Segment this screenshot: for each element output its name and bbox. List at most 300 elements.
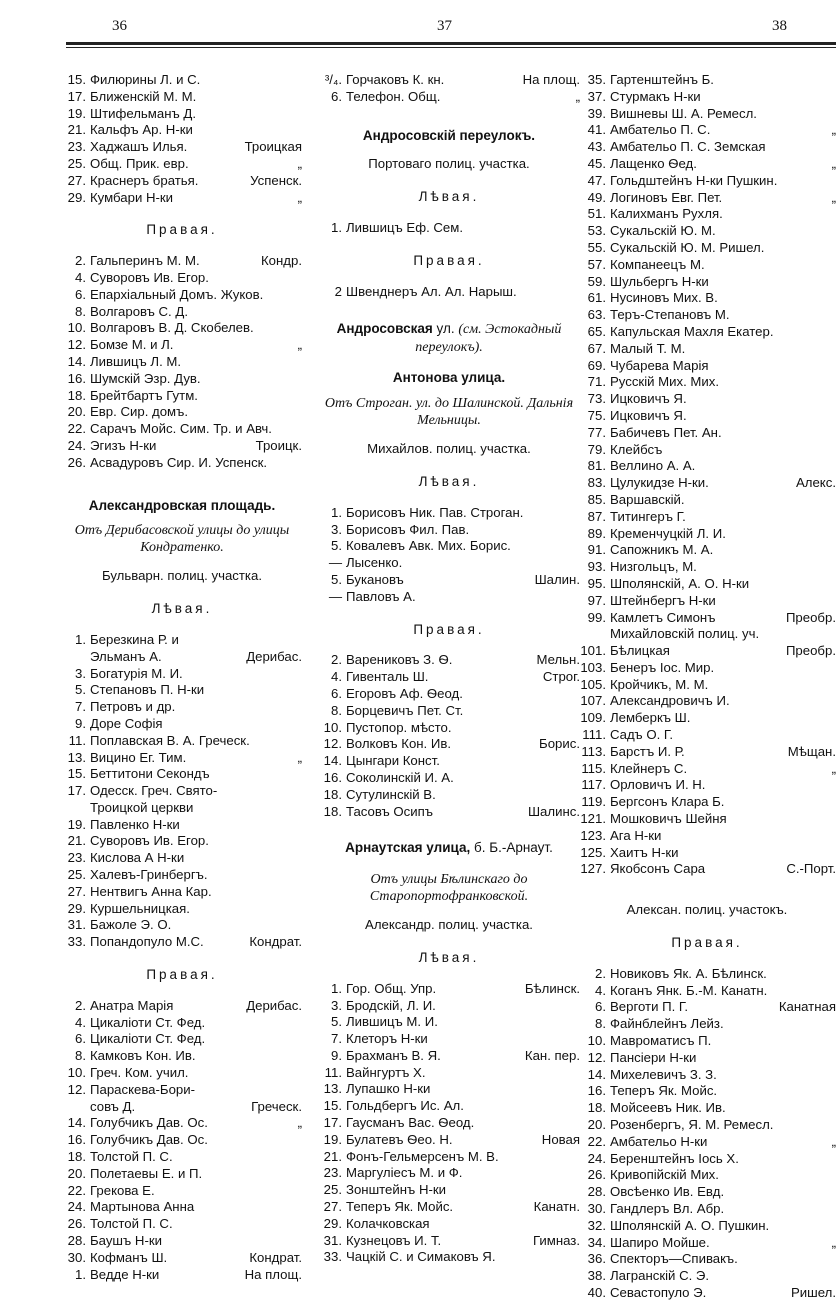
cross-street: Мельн. (536, 652, 580, 668)
resident-name: Гольдштейнъ Н-ки Пушкин. (610, 172, 778, 188)
house-number: 3. (331, 997, 342, 1013)
resident-name: Тасовъ Осипъ (346, 803, 433, 819)
cross-street (832, 425, 836, 442)
resident-name: Шапиро Мойше. (610, 1234, 710, 1250)
directory-entry (578, 156, 836, 173)
directory-entry (62, 1233, 302, 1250)
cross-street: Борис. (539, 736, 580, 752)
directory-entry (578, 1167, 836, 1184)
directory-entry (62, 934, 302, 951)
directory-entry (62, 800, 302, 817)
cross-street: Канатная (778, 999, 836, 1015)
cross-street (298, 800, 302, 817)
house-number: 8. (595, 1016, 606, 1032)
directory-entry (578, 710, 836, 727)
directory-entry (62, 190, 302, 207)
resident-name: Булатевъ Ѳео. Н. (346, 1131, 453, 1147)
resident-name: Хаджашъ Илья. (90, 139, 188, 155)
resident-name: Краснеръ братья. (90, 172, 199, 188)
cross-street (298, 1233, 302, 1250)
house-number: 12. (67, 1081, 86, 1097)
cross-street: Гимназ. (532, 1232, 580, 1248)
directory-entry (578, 526, 836, 543)
cross-street (832, 983, 836, 1000)
cross-street: На площ. (244, 1266, 302, 1282)
directory-entry (62, 388, 302, 405)
house-number: 6. (331, 88, 342, 104)
directory-entry (318, 1031, 580, 1048)
cross-street (298, 455, 302, 472)
resident-name: Мавроматисъ П. (610, 1033, 712, 1049)
directory-entry (578, 727, 836, 744)
directory-entry (578, 660, 836, 677)
house-number: — (328, 588, 342, 604)
directory-entry (318, 538, 580, 555)
house-number: 77. (587, 424, 606, 440)
directory-entry (318, 1132, 580, 1149)
resident-name: Камлетъ Симонъ (610, 609, 716, 625)
directory-entry (578, 828, 836, 845)
directory-entry (62, 173, 302, 190)
cross-street (832, 408, 836, 425)
house-number: 21. (67, 833, 86, 849)
cross-street (832, 290, 836, 307)
resident-name: Орловичъ И. Н. (610, 777, 706, 793)
resident-name: Хаитъ Н-ки (610, 844, 679, 860)
house-number: 85. (587, 491, 606, 507)
house-number: 30. (587, 1201, 606, 1216)
cross-street (832, 358, 836, 375)
directory-entry (578, 509, 836, 526)
cross-street (298, 867, 302, 884)
directory-entry (62, 833, 302, 850)
directory-entry (62, 122, 302, 139)
house-number: 1. (331, 504, 342, 520)
cross-street: „ (297, 337, 302, 353)
resident-name: Бенеръ Іос. Мир. (610, 659, 715, 675)
directory-entry (578, 358, 836, 375)
house-number: 49. (587, 189, 606, 205)
directory-entry (578, 576, 836, 593)
directory-entry (62, 901, 302, 918)
directory-entry (318, 770, 580, 787)
cross-street: Шалин. (534, 571, 580, 587)
directory-entry (578, 811, 836, 828)
directory-entry (318, 1048, 580, 1065)
house-number: 5. (75, 682, 86, 698)
directory-entry (318, 720, 580, 737)
resident-name: Мартынова Анна (90, 1199, 195, 1215)
resident-name: Голубчикъ Дав. Ос. (90, 1115, 208, 1131)
cross-street (832, 727, 836, 744)
directory-entry (578, 693, 836, 710)
resident-name: Эльманъ А. (90, 648, 162, 664)
cross-street: На площ. (522, 72, 580, 87)
resident-name: Камковъ Кон. Ив. (90, 1048, 196, 1064)
cross-street (832, 1050, 836, 1067)
directory-entry (62, 1115, 302, 1132)
section-heading: Правая. (413, 252, 485, 268)
directory-entry (62, 1199, 302, 1216)
resident-name: Цулукидзе Н-ки. (610, 475, 709, 491)
resident-name: Телефон. Общ. (346, 88, 441, 104)
house-number: 8. (75, 303, 86, 319)
house-number: 23. (323, 1165, 342, 1181)
resident-name: Кумбари Н-ки (90, 189, 174, 205)
cross-street (832, 626, 836, 643)
cross-street (298, 682, 302, 699)
house-number: 2. (331, 652, 342, 668)
resident-name: Цынгари Конст. (346, 753, 440, 769)
street-name: Арнаутская улица, (345, 840, 471, 856)
resident-name: Бродскій, Л. И. (346, 997, 436, 1013)
house-number: 24. (67, 1199, 86, 1215)
house-number: 22. (67, 421, 86, 437)
directory-entry (62, 998, 302, 1015)
house-number: 18. (323, 786, 342, 802)
house-number: 22. (587, 1133, 606, 1149)
cross-street: Строг. (542, 669, 580, 685)
cross-street (832, 307, 836, 324)
resident-name: Беттитони Секондъ (90, 766, 210, 782)
resident-name: Эгизъ Н-ки (90, 437, 157, 453)
directory-entry (62, 455, 302, 472)
house-number: 5. (331, 1014, 342, 1030)
cross-street (832, 593, 836, 610)
resident-name: Малый Т. М. (610, 340, 686, 356)
house-number: 87. (587, 508, 606, 524)
entry-list (318, 284, 580, 301)
street-crossref: (см. Эстокадный переулокъ). (415, 322, 562, 356)
street-heading: Александровская площадь. (88, 497, 276, 513)
house-number: 103. (580, 659, 606, 675)
cross-street (298, 1031, 302, 1048)
resident-name: Клейнеръ С. (610, 760, 688, 776)
cross-street (298, 766, 302, 783)
page-number-center: 37 (437, 18, 452, 34)
cross-street: „ (575, 88, 580, 104)
directory-entry (62, 666, 302, 683)
cross-street (832, 794, 836, 811)
resident-name: Ведде Н-ки (90, 1266, 160, 1282)
resident-name: Кузнецовъ И. Т. (346, 1232, 442, 1248)
house-number: 2. (75, 253, 86, 269)
resident-name: Веллино А. А. (610, 458, 696, 474)
house-number: 28. (587, 1184, 606, 1200)
directory-entry (578, 1218, 836, 1235)
resident-name: Шполянскій, А. О. Н-ки (610, 575, 750, 591)
resident-name: Кройчикъ, М. М. (610, 676, 709, 692)
cross-street: „ (831, 155, 836, 171)
house-number: 20. (587, 1117, 606, 1133)
directory-entry (62, 106, 302, 123)
cross-street (832, 693, 836, 710)
house-number: 6. (331, 685, 342, 701)
directory-entry (578, 122, 836, 139)
route-description: Отъ Дерибасовской улицы до улицы Кондратенко. (74, 523, 290, 556)
directory-entry (318, 1081, 580, 1098)
resident-name: Бомзе М. и Л. (90, 337, 174, 353)
house-number: 30. (67, 1249, 86, 1265)
cross-street (298, 817, 302, 834)
directory-entry (578, 761, 836, 778)
street-name: Андросовская (336, 321, 433, 337)
resident-name: Стурмакъ Н-ки (610, 88, 701, 104)
cross-street (298, 1015, 302, 1032)
directory-entry (578, 425, 836, 442)
resident-name: Доре Софія (90, 715, 163, 731)
directory-entry (62, 304, 302, 321)
cross-street (298, 122, 302, 139)
resident-name: Брахманъ В. Я. (346, 1047, 441, 1063)
resident-name: Кислова А Н-ки (90, 850, 185, 866)
house-number: 29. (323, 1215, 342, 1231)
cross-street (832, 374, 836, 391)
directory-entry (318, 1199, 580, 1216)
directory-entry (62, 783, 302, 800)
resident-name: Лившицъ Еф. Сем. (346, 219, 463, 235)
resident-name: Ицковичъ Я. (610, 407, 687, 423)
cross-street: „ (297, 749, 302, 765)
resident-name: Розенбергъ, Я. М. Ремесл. (610, 1117, 774, 1133)
cross-street (832, 458, 836, 475)
cross-street: Греческ. (251, 1098, 302, 1114)
section-heading: Правая. (671, 935, 743, 951)
directory-entry (318, 1098, 580, 1115)
directory-entry (578, 777, 836, 794)
resident-name: Ближенскій М. М. (90, 88, 197, 104)
house-number: 4. (75, 269, 86, 285)
house-number: 31. (67, 917, 86, 933)
entry-list (578, 72, 836, 878)
directory-entry (578, 593, 836, 610)
cross-street (832, 828, 836, 845)
resident-name: Троицкой церкви (90, 799, 194, 815)
directory-entry (318, 1233, 580, 1250)
cross-street (298, 106, 302, 123)
resident-name: Куршельницкая. (90, 900, 190, 916)
cross-street (832, 1083, 836, 1100)
cross-street (298, 371, 302, 388)
resident-name: Сутулинскій В. (346, 786, 436, 802)
house-number: 51. (587, 206, 606, 222)
house-number: 79. (587, 441, 606, 457)
cross-street: Кондрат. (249, 1249, 302, 1265)
cross-street: Преобр. (785, 643, 836, 659)
house-number: 95. (587, 575, 606, 591)
directory-entry (62, 850, 302, 867)
cross-street (298, 72, 302, 89)
entry-list (318, 505, 580, 606)
cross-street (298, 833, 302, 850)
house-number: 25. (323, 1182, 342, 1198)
entry-list (318, 220, 580, 237)
cross-street (832, 542, 836, 559)
cross-street (298, 388, 302, 405)
directory-entry (578, 610, 836, 627)
resident-name: Михелевичъ З. З. (610, 1066, 717, 1082)
cross-street (298, 354, 302, 371)
resident-name: Беренштейнъ Іось Х. (610, 1150, 739, 1166)
resident-name: Гольдбергъ Ис. Ал. (346, 1098, 464, 1114)
resident-name: Лившицъ Л. М. (90, 353, 182, 369)
column-2 (318, 72, 580, 1266)
resident-name: Епархіальный Домъ. Жуков. (90, 286, 264, 302)
directory-entry (318, 753, 580, 770)
house-number: 81. (587, 458, 606, 474)
house-number: 16. (67, 1132, 86, 1148)
house-number: 18. (587, 1100, 606, 1116)
resident-name: Суворовъ Ив. Егор. (90, 833, 209, 849)
directory-entry (578, 1134, 836, 1151)
house-number: 17. (67, 88, 86, 104)
directory-entry (578, 845, 836, 862)
directory-entry (578, 391, 836, 408)
resident-name: Греч. Ком. учил. (90, 1065, 189, 1081)
cross-street: Ришел. (791, 1284, 836, 1300)
house-number: 4. (595, 982, 606, 998)
cross-street (298, 1048, 302, 1065)
cross-street (832, 1016, 836, 1033)
directory-entry (578, 324, 836, 341)
cross-street (298, 884, 302, 901)
resident-name: Колачковская (346, 1215, 430, 1231)
house-number: 119. (581, 794, 606, 810)
directory-entry (318, 1065, 580, 1082)
directory-entry (318, 1182, 580, 1199)
resident-name: Толстой П. С. (90, 1149, 173, 1165)
directory-entry (578, 475, 836, 492)
house-number: 40. (587, 1284, 606, 1300)
resident-name: Фонъ-Гельмерсенъ М. В. (346, 1148, 499, 1164)
house-number: 36. (587, 1251, 606, 1267)
resident-name: Брейтбартъ Гутм. (90, 387, 198, 403)
resident-name: Логиновъ Евг. Пет. (610, 189, 723, 205)
house-number: 8. (331, 702, 342, 718)
header-rule-thick (66, 42, 836, 45)
column-3 (578, 72, 836, 1302)
house-number: 2. (595, 965, 606, 981)
resident-name: Мойсеевъ Ник. Ив. (610, 1100, 726, 1116)
section-heading: Лѣвая. (418, 189, 480, 205)
entry-list (62, 632, 302, 951)
directory-entry (62, 1031, 302, 1048)
resident-name: Сарачъ Мойс. Сим. Тр. и Авч. (90, 421, 272, 437)
directory-entry (578, 1251, 836, 1268)
resident-name: Вайнгуртъ Х. (346, 1064, 426, 1080)
cross-street: Успенск. (250, 172, 302, 188)
resident-name: Полетаевы Е. и П. (90, 1165, 203, 1181)
house-number: 32. (587, 1217, 606, 1233)
house-number: 24. (67, 437, 86, 453)
directory-entry (578, 190, 836, 207)
house-number: 16. (323, 769, 342, 785)
house-number: 38. (587, 1268, 606, 1284)
resident-name: Анатра Марія (90, 997, 174, 1013)
house-number: 65. (587, 323, 606, 339)
cross-street: „ (831, 760, 836, 776)
resident-name: Капульская Махля Екатер. (610, 323, 774, 339)
cross-street: „ (297, 189, 302, 205)
house-number: 89. (587, 525, 606, 541)
directory-entry (62, 884, 302, 901)
cross-street (298, 287, 302, 304)
resident-name: Лившицъ М. И. (346, 1014, 438, 1030)
resident-name: Толстой П. С. (90, 1216, 173, 1232)
cross-street (298, 404, 302, 421)
directory-entry (578, 223, 836, 240)
cross-street: „ (297, 1115, 302, 1131)
directory-entry (62, 139, 302, 156)
street-heading: Андросовскій переулокъ. (362, 127, 536, 143)
cross-street (832, 677, 836, 694)
cross-street (832, 139, 836, 156)
directory-entry (62, 716, 302, 733)
house-number: 91. (587, 542, 606, 558)
directory-entry (318, 1216, 580, 1233)
resident-name: Сапожникъ М. А. (610, 542, 714, 558)
cross-street: Троицкая (244, 139, 302, 155)
house-number: 12. (67, 337, 86, 353)
house-number: 4. (75, 1014, 86, 1030)
resident-name: Кривопійскій Мих. (610, 1167, 719, 1183)
resident-name: Гандлеръ Вл. Абр. (610, 1201, 725, 1216)
directory-entry (62, 253, 302, 270)
resident-name: Павленко Н-ки (90, 816, 180, 832)
house-number: 41. (587, 122, 606, 138)
directory-entry (578, 1067, 836, 1084)
resident-name: Севастопуло Э. (610, 1284, 707, 1300)
house-number: 31. (323, 1232, 342, 1248)
directory-entry (578, 374, 836, 391)
resident-name: Ага Н-ки (610, 827, 662, 843)
house-number: 47. (587, 172, 606, 188)
resident-name: Евр. Сир. домъ. (90, 404, 189, 420)
police-district: Михайлов. полиц. участка. (367, 441, 531, 457)
directory-entry (62, 1065, 302, 1082)
directory-entry (62, 1015, 302, 1032)
directory-entry (578, 1016, 836, 1033)
resident-name: Коганъ Янк. Б.-М. Канатн. (610, 982, 768, 998)
resident-name: Мошковичъ Шейня (610, 811, 727, 827)
entry-list (62, 72, 302, 206)
house-number: 15. (67, 766, 86, 782)
resident-name: Теперъ Як. Мойс. (346, 1199, 454, 1215)
directory-entry (578, 626, 836, 643)
resident-name: Файнблейнъ Лейз. (610, 1016, 724, 1032)
resident-name: Ковалевъ Авк. Мих. Борис. (346, 538, 511, 554)
house-number: 99. (587, 609, 606, 625)
directory-entry (578, 240, 836, 257)
cross-street: „ (831, 189, 836, 205)
house-number: 15. (323, 1098, 342, 1114)
house-number: 14. (323, 753, 342, 769)
house-number: 67. (587, 340, 606, 356)
resident-name: Горчаковъ К. кн. (346, 72, 445, 87)
house-number: 12. (587, 1049, 606, 1065)
directory-entry (578, 1201, 836, 1218)
resident-name: Голубчикъ Дав. Ос. (90, 1132, 208, 1148)
resident-name: Бажоле Э. О. (90, 917, 172, 933)
resident-name: Лагранскій С. Э. (610, 1268, 710, 1284)
cross-street (298, 1183, 302, 1200)
cross-street (298, 901, 302, 918)
resident-name: Лащенко Ѳед. (610, 155, 697, 171)
cross-street (832, 1100, 836, 1117)
resident-name: Цикаліоти Ст. Фед. (90, 1014, 206, 1030)
resident-name: Попандопуло М.С. (90, 934, 204, 950)
directory-entry (62, 750, 302, 767)
